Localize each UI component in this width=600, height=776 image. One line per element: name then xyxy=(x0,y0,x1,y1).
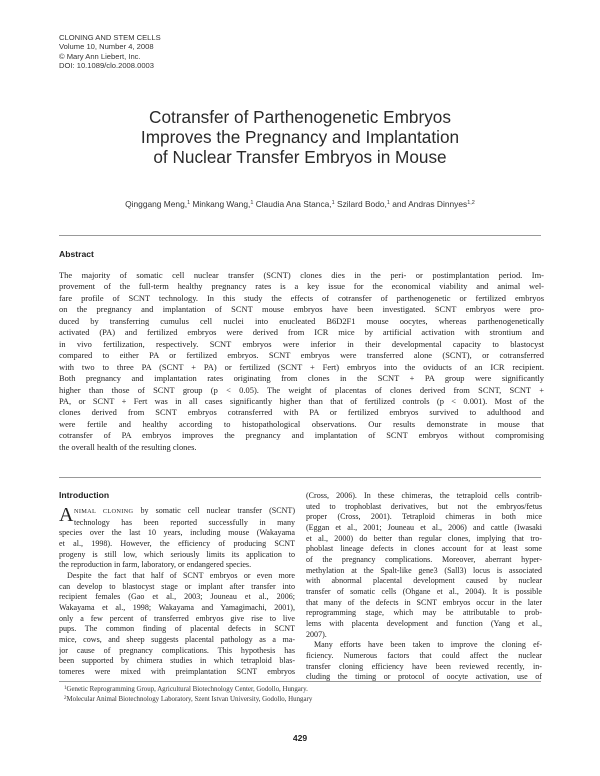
author-name: Qinggang Meng, xyxy=(125,199,188,209)
footnote-marker: 2 xyxy=(64,695,67,701)
abstract-line: were fertile and healthy according to histopathological observations. Our results demonstrate in mouse that xyxy=(59,418,544,429)
footnote xyxy=(64,695,312,705)
journal-copyright: © Mary Ann Liebert, Inc. xyxy=(59,51,141,61)
footnote-text: Genetic Reprogramming Group, Agricultural Biotechnology Center, Godollo, Hungary. xyxy=(66,686,308,693)
drop-cap: A xyxy=(59,504,74,526)
abstract-body xyxy=(59,270,544,453)
body-line: transfer cloning efficiency have been reviewed recently, in- xyxy=(306,661,542,671)
journal-doi: DOI: 10.1089/clo.2008.0003 xyxy=(59,61,154,71)
body-line: pups. The common finding of placental defects in SCNT xyxy=(59,624,295,634)
body-line: only a few percent of transferred embryos give rise to live xyxy=(59,613,295,623)
abstract-line: cotransfer of PA embryos improves the pregnancy and implantation of SCNT embryos without compromising xyxy=(59,430,544,441)
abstract-line: clones derived from SCNT embryos cotransferred with PA or fertilized embryos survived to adulthood and xyxy=(59,407,544,418)
author-affiliation: 1 xyxy=(250,200,254,206)
body-line: (Cross, 2006). In these chimeras, the tetraploid cells contrib- xyxy=(306,491,542,500)
journal-name: CLONING AND STEM CELLS xyxy=(59,33,161,42)
author-name: and Andras Dinnyes xyxy=(392,199,468,209)
footnote-text: Molecular Animal Biotechnology Laboratory, Szent Istvan University, Godollo, Hungary xyxy=(66,695,313,703)
abstract-line: on the pregnancy and implantation of SCNT mouse embryos have been investigated. SCNT embryos were pro- xyxy=(59,304,544,315)
body-line: 2007). xyxy=(306,629,327,639)
body-line: species over the last 10 years, including mouse (Wakayama xyxy=(59,528,295,538)
author-affiliation: 1 xyxy=(331,200,335,206)
footnote xyxy=(64,685,312,695)
page-number: 429 xyxy=(292,733,308,743)
abstract-line: PA, or SCNT + Fert was in all cases significantly higher than that of fertilized controls (p < 0.001). Most of the xyxy=(59,395,544,406)
footnote-divider xyxy=(59,681,541,682)
body-line xyxy=(59,506,295,518)
footnote-marker: 1 xyxy=(64,686,67,691)
body-line: of the pregnancy complications. Moreover, aberrant hyper- xyxy=(306,554,542,564)
author-affiliation: 1,2 xyxy=(467,200,475,206)
left-column xyxy=(59,506,295,678)
author-affiliation: 1 xyxy=(386,200,390,206)
body-line: et al., 2000) do better than regular clones, implying that tro- xyxy=(306,533,542,543)
abstract-line: the overall health of the resulting clones. xyxy=(59,441,197,452)
body-line: (Eggan et al., 2001; Jouneau et al., 2006) and cattle (Iwasaki xyxy=(306,522,542,532)
abstract-line: compared to either PA or fertilized embryos. SCNT embryos were transferred alone (SCNT), or cotransferred xyxy=(59,350,544,361)
body-line: the reproduction in farm, laboratory, or endangered species. xyxy=(59,560,252,570)
body-line: Wakayama et al., 1998; Wakayama and Yamagimachi, 2001), xyxy=(59,602,295,612)
body-line: progeny is still low, which seriously limits its application to xyxy=(59,549,295,559)
body-line: can develop to blastocyst stage or implant after transfer into xyxy=(59,581,295,591)
title-line: of Nuclear Transfer Embryos in Mouse xyxy=(153,147,447,168)
title-line: Improves the Pregnancy and Implantation xyxy=(140,127,460,148)
body-line: proper (Cross, 2001). Tetraploid chimeras in both mice xyxy=(306,512,542,522)
footnotes xyxy=(64,685,312,704)
body-line: reprogramming stage, which may be attributable to prob- xyxy=(306,608,542,618)
body-line: tomeres were mixed with preimplantation SCNT embryos xyxy=(59,666,295,676)
body-line: uted to trophoblast derivatives, but not the embryos/fetus xyxy=(306,501,542,511)
journal-info xyxy=(59,33,161,71)
body-line: technology has been reported successfully in many xyxy=(74,517,295,527)
body-line: jor cause of pregnancy complications. This hypothesis has xyxy=(59,645,295,655)
introduction-heading: Introduction xyxy=(59,490,110,500)
journal-volume: Volume 10, Number 4, 2008 xyxy=(59,42,154,52)
body-line: phoblast lineage defects in clones account for at least some xyxy=(306,544,542,554)
body-line: Despite the fact that half of SCNT embryos or even more xyxy=(67,570,295,580)
abstract-line: duced by transferring cumulus cell nuclei into enucleated B6D2F1 mouse oocytes, whereas parthenogenetically xyxy=(59,315,544,326)
body-line-text: by somatic cell nuclear transfer (SCNT) xyxy=(133,506,295,515)
abstract-line: higher than those of SCNT group (p < 0.05). The weight of placentas of clones derived from SCNT, SCNT + xyxy=(59,384,544,395)
author-list xyxy=(30,199,570,209)
body-line: cluding the timing or protocol of oocyte activation, use of xyxy=(306,672,542,682)
abstract-line: Both pregnancy and implantation rates originating from clones in the SCNT + PA group were significantly xyxy=(59,373,544,384)
divider xyxy=(59,235,541,236)
title-line: Cotransfer of Parthenogenetic Embryos xyxy=(149,107,451,127)
abstract-line: in vivo fertilization, respectively. SCNT embryos were inferior in their developmental capacity to blastocyst xyxy=(59,338,544,349)
body-line: recipient females (Gao et al., 2003; Jouneau et al., 2006; xyxy=(59,592,295,602)
abstract-heading: Abstract xyxy=(59,249,94,259)
article-title xyxy=(60,107,540,168)
small-caps-lead: NIMAL CLONING xyxy=(74,508,134,515)
divider xyxy=(59,477,541,478)
body-line: Many efforts have been taken to improve the cloning ef- xyxy=(314,640,542,650)
body-line: that many of the defects in SCNT embryos occur in the later xyxy=(306,597,542,607)
abstract-line: activated (PA) and fertilized embryos were derived from ICR mice by artificial activation with strontium and xyxy=(59,327,544,338)
body-line: lems with placenta development and function (Yang et al., xyxy=(306,618,542,628)
abstract-line: with two to three PA (SCNT + PA) or fertilized (SCNT + Fert) embryos into the oviducts of an ICR recipient. xyxy=(59,361,544,372)
body-line: mice, cows, and sheep suggests placental pathology as a ma- xyxy=(59,634,295,644)
author-name: Claudia Ana Stanca, xyxy=(255,199,332,209)
author-name: Szilard Bodo, xyxy=(337,199,387,209)
body-line: been supported by chimera studies in which tetraploid blas- xyxy=(59,656,295,666)
abstract-line: provement of the full-term healthy pregnancy rates is a key issue for the economical viability and animal wel- xyxy=(59,281,544,292)
body-line: transfer of somatic cells (Ohgane et al., 2004). It is possible xyxy=(306,586,542,596)
body-line: with abnormal placental development caused by nuclear xyxy=(306,576,542,586)
author-name: Minkang Wang, xyxy=(192,199,251,209)
body-line: methylation at the Spalt-like gene3 (Sall3) locus is associated xyxy=(306,565,542,575)
right-column xyxy=(306,491,542,683)
body-line: ficiency. Numerous factors that could affect the nuclear xyxy=(306,650,542,660)
author-affiliation: 1 xyxy=(187,200,191,206)
abstract-line: The majority of somatic cell nuclear transfer (SCNT) clones dies in the peri- or postimplantation period. Im- xyxy=(59,270,544,280)
body-line: et al., 1998). However, the efficiency of producing SCNT xyxy=(59,538,295,548)
abstract-line: fare profile of SCNT technology. In this study the effects of cotransfer of parthenogenetic or fertilized embryos xyxy=(59,292,544,303)
